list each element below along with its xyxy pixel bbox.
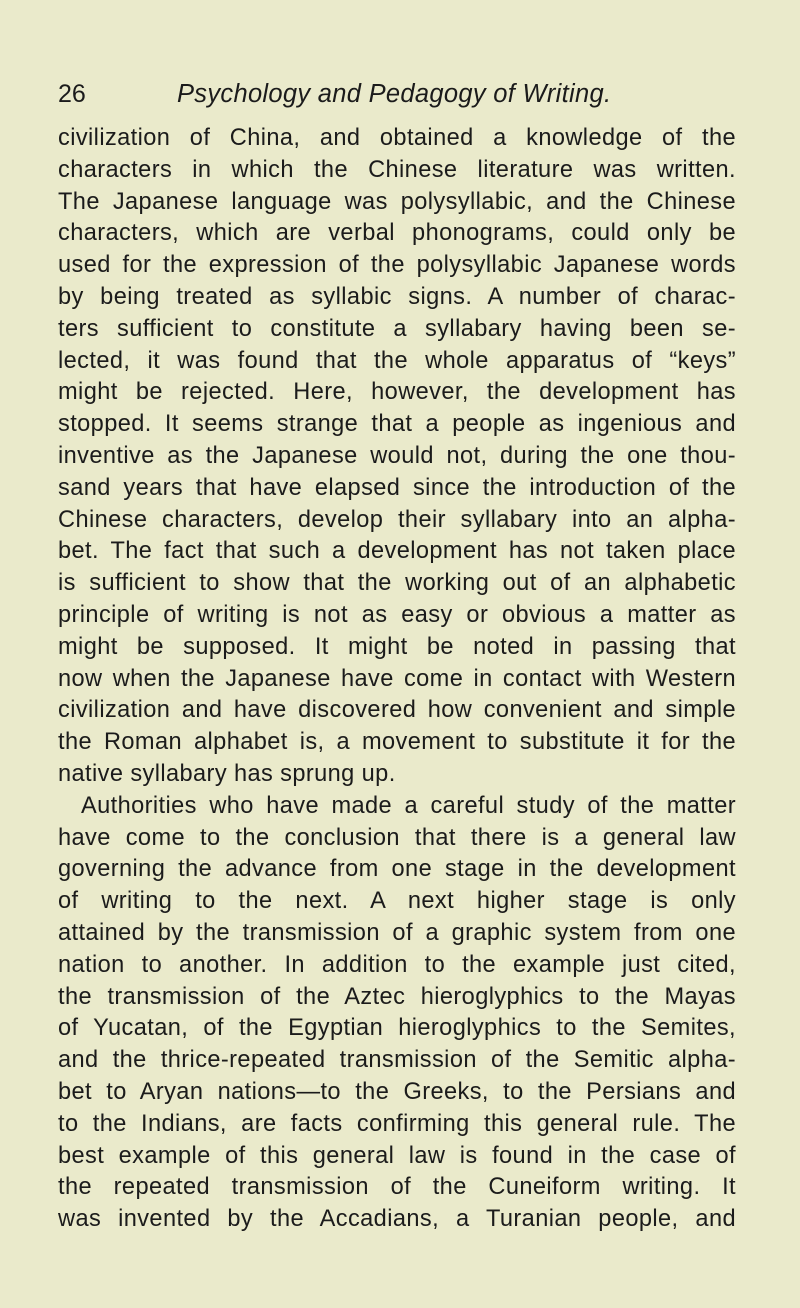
running-title: Psychology and Pedagogy of Writing.	[177, 80, 612, 108]
text-line: nation to another. In addition to the example just cited,	[58, 951, 736, 978]
text-line: inventive as the Japanese would not, during the one thou-	[58, 442, 736, 469]
text-line: used for the expression of the polysyllabic Japanese words	[58, 252, 736, 279]
paragraph-start-line: Authorities who have made a careful study of the matter	[81, 792, 736, 819]
text-line: might be rejected. Here, however, the development has	[58, 379, 736, 406]
text-line: stopped. It seems strange that a people as ingenious and	[58, 411, 736, 438]
text-line: the repeated transmission of the Cuneiform writing. It	[58, 1174, 736, 1201]
paragraph-end-line: native syllabary has sprung up.	[58, 760, 396, 787]
text-line: bet to Aryan nations—to the Greeks, to the Persians and	[58, 1078, 736, 1105]
text-line: the Roman alphabet is, a movement to substitute it for the	[58, 729, 736, 756]
text-line: of Yucatan, of the Egyptian hieroglyphics to the Semites,	[58, 1015, 736, 1042]
text-line: the transmission of the Aztec hieroglyphics to the Mayas	[58, 983, 736, 1010]
text-line: lected, it was found that the whole apparatus of “keys”	[58, 347, 736, 374]
text-line: civilization of China, and obtained a knowledge of the	[58, 125, 736, 151]
text-line: have come to the conclusion that there is a general law	[58, 824, 736, 851]
text-line: characters, which are verbal phonograms, could only be	[58, 220, 736, 247]
page-number: 26	[58, 80, 86, 108]
text-line: characters in which the Chinese literature was written.	[58, 156, 736, 183]
text-line: of writing to the next. A next higher stage is only	[58, 888, 736, 915]
text-line: principle of writing is not as easy or obvious a matter as	[58, 601, 736, 628]
text-line: to the Indians, are facts confirming this general rule. The	[58, 1110, 736, 1137]
text-line: civilization and have discovered how convenient and simple	[58, 697, 736, 724]
text-line: bet. The fact that such a development has not taken place	[58, 538, 736, 565]
text-line: was invented by the Accadians, a Turanian people, and	[58, 1206, 736, 1233]
text-line: might be supposed. It might be noted in passing that	[58, 633, 736, 660]
running-head	[58, 74, 778, 114]
text-line: now when the Japanese have come in contact with Western	[58, 665, 736, 692]
text-line: sand years that have elapsed since the introduction of the	[58, 474, 736, 501]
text-line: attained by the transmission of a graphic system from one	[58, 919, 736, 946]
text-line: by being treated as syllabic signs. A number of charac-	[58, 283, 736, 310]
text-line: ters sufficient to constitute a syllabary having been se-	[58, 315, 736, 342]
text-line: is sufficient to show that the working out of an alphabetic	[58, 570, 736, 597]
body-text	[58, 123, 736, 1236]
text-line: The Japanese language was polysyllabic, and the Chinese	[58, 188, 736, 215]
text-line: governing the advance from one stage in the development	[58, 856, 736, 883]
text-line: Chinese characters, develop their syllabary into an alpha-	[58, 506, 736, 533]
text-line: and the thrice-repeated transmission of the Semitic alpha-	[58, 1047, 736, 1074]
text-line: best example of this general law is found in the case of	[58, 1142, 736, 1169]
